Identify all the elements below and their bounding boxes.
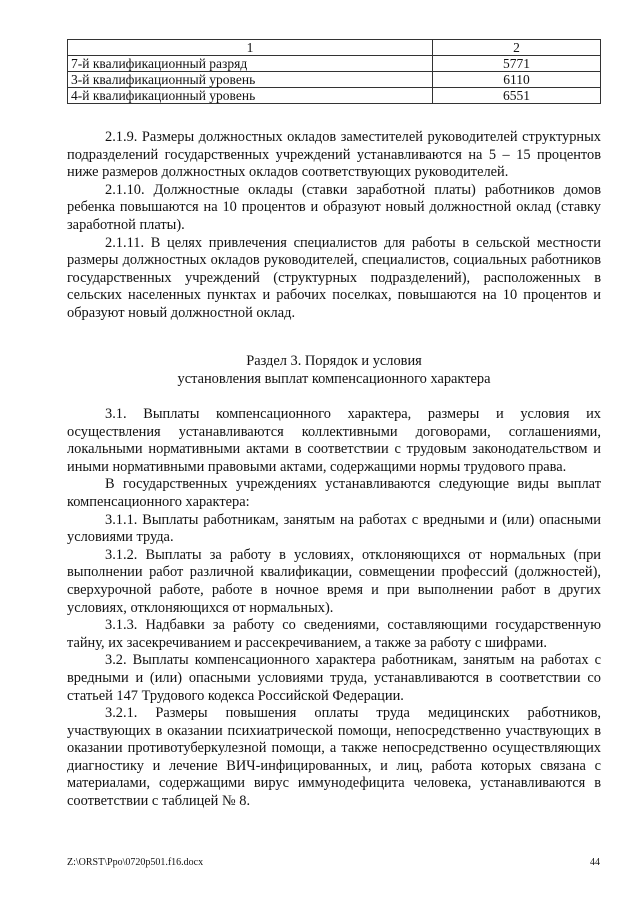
footer-page-number: 44 bbox=[590, 857, 600, 868]
table-cell-value: 6110 bbox=[433, 72, 601, 88]
top-paragraphs bbox=[67, 129, 601, 323]
table-header-row bbox=[68, 40, 601, 56]
table-cell-value: 5771 bbox=[433, 56, 601, 72]
paragraph-3-1-3: 3.1.3. Надбавки за работу со сведениями, составляющими государственную тайну, их засекречиванием и рассекречиванием, а также за работу с шифрами. bbox=[67, 617, 601, 651]
paragraph-2-1-9: 2.1.9. Размеры должностных окладов заместителей руководителей структурных подразделений государственных учреждений устанавливаются на 5 – 15 процентов ниже размеров должностных окладов соответствующих руководителей. bbox=[67, 129, 601, 181]
paragraph-3-1-2: 3.1.2. Выплаты за работу в условиях, отклоняющихся от нормальных (при выполнении работ различной квалификации, совмещении профессий (должностей), сверхурочной работе, работе в ночное время и при выполнении работ в других условиях, отклоняющихся от нормальных). bbox=[67, 546, 601, 616]
table-cell-name: 7-й квалификационный разряд bbox=[68, 56, 433, 72]
paragraph-2-1-11: 2.1.11. В целях привлечения специалистов для работы в сельской местности размеры должностных окладов руководителей, специалистов, социальных работников государственных учреждений (структурных подразделений), расположенных в сельских населенных пунктах и рабочих поселках, повышаются на 10 процентов и образуют новый должностной оклад. bbox=[67, 234, 601, 321]
section-heading bbox=[67, 352, 601, 388]
paragraph-3-2-1: 3.2.1. Размеры повышения оплаты труда медицинских работников, участвующих в оказании психиатрической помощи, непосредственно участвующих в оказании противотуберкулезной помощи, а также непосредственно осуществляющих диагностику и лечение ВИЧ-инфицированных, и лиц, работа которых связана с материалами, содержащими вирус иммунодефицита человека, устанавливаются в соответствии с таблицей № 8. bbox=[67, 705, 601, 810]
table-header-col2: 2 bbox=[433, 40, 601, 56]
paragraph-2-1-10: 2.1.10. Должностные оклады (ставки заработной платы) работников домов ребенка повышаются на 10 процентов и образуют новый должностной оклад (ставку заработной платы). bbox=[67, 181, 601, 233]
paragraph-3-2: 3.2. Выплаты компенсационного характера работникам, занятым на работах с вредными и (или) опасными условиями труда, устанавливаются в соответствии со статьей 147 Трудового кодекса Российской Федерации. bbox=[67, 652, 601, 704]
table-row bbox=[68, 72, 601, 88]
bottom-paragraphs bbox=[67, 406, 601, 811]
table-header-col1: 1 bbox=[68, 40, 433, 56]
table-cell-name: 4-й квалификационный уровень bbox=[68, 88, 433, 104]
paragraph-3-1: 3.1. Выплаты компенсационного характера, размеры и условия их осуществления устанавливаются коллективными договорами, соглашениями, локальными нормативными актами в соответствии с трудовым законодательством и иными нормативными правовыми актами, содержащими нормы трудового права. bbox=[67, 406, 601, 475]
table-row bbox=[68, 56, 601, 72]
section-title-line2: установления выплат компенсационного характера bbox=[177, 371, 491, 387]
qualification-table bbox=[67, 39, 601, 104]
table-row bbox=[68, 88, 601, 104]
footer-file-path: Z:\ORST\Ppo\0720p501.f16.docx bbox=[67, 857, 204, 868]
table-cell-value: 6551 bbox=[433, 88, 601, 104]
paragraph-3-1-1: 3.1.1. Выплаты работникам, занятым на работах с вредными и (или) опасными условиями труда. bbox=[67, 511, 601, 546]
paragraph-types-intro: В государственных учреждениях устанавливаются следующие виды выплат компенсационного характера: bbox=[67, 476, 601, 510]
table-cell-name: 3-й квалификационный уровень bbox=[68, 72, 433, 88]
section-title-line1: Раздел 3. Порядок и условия bbox=[246, 353, 422, 369]
